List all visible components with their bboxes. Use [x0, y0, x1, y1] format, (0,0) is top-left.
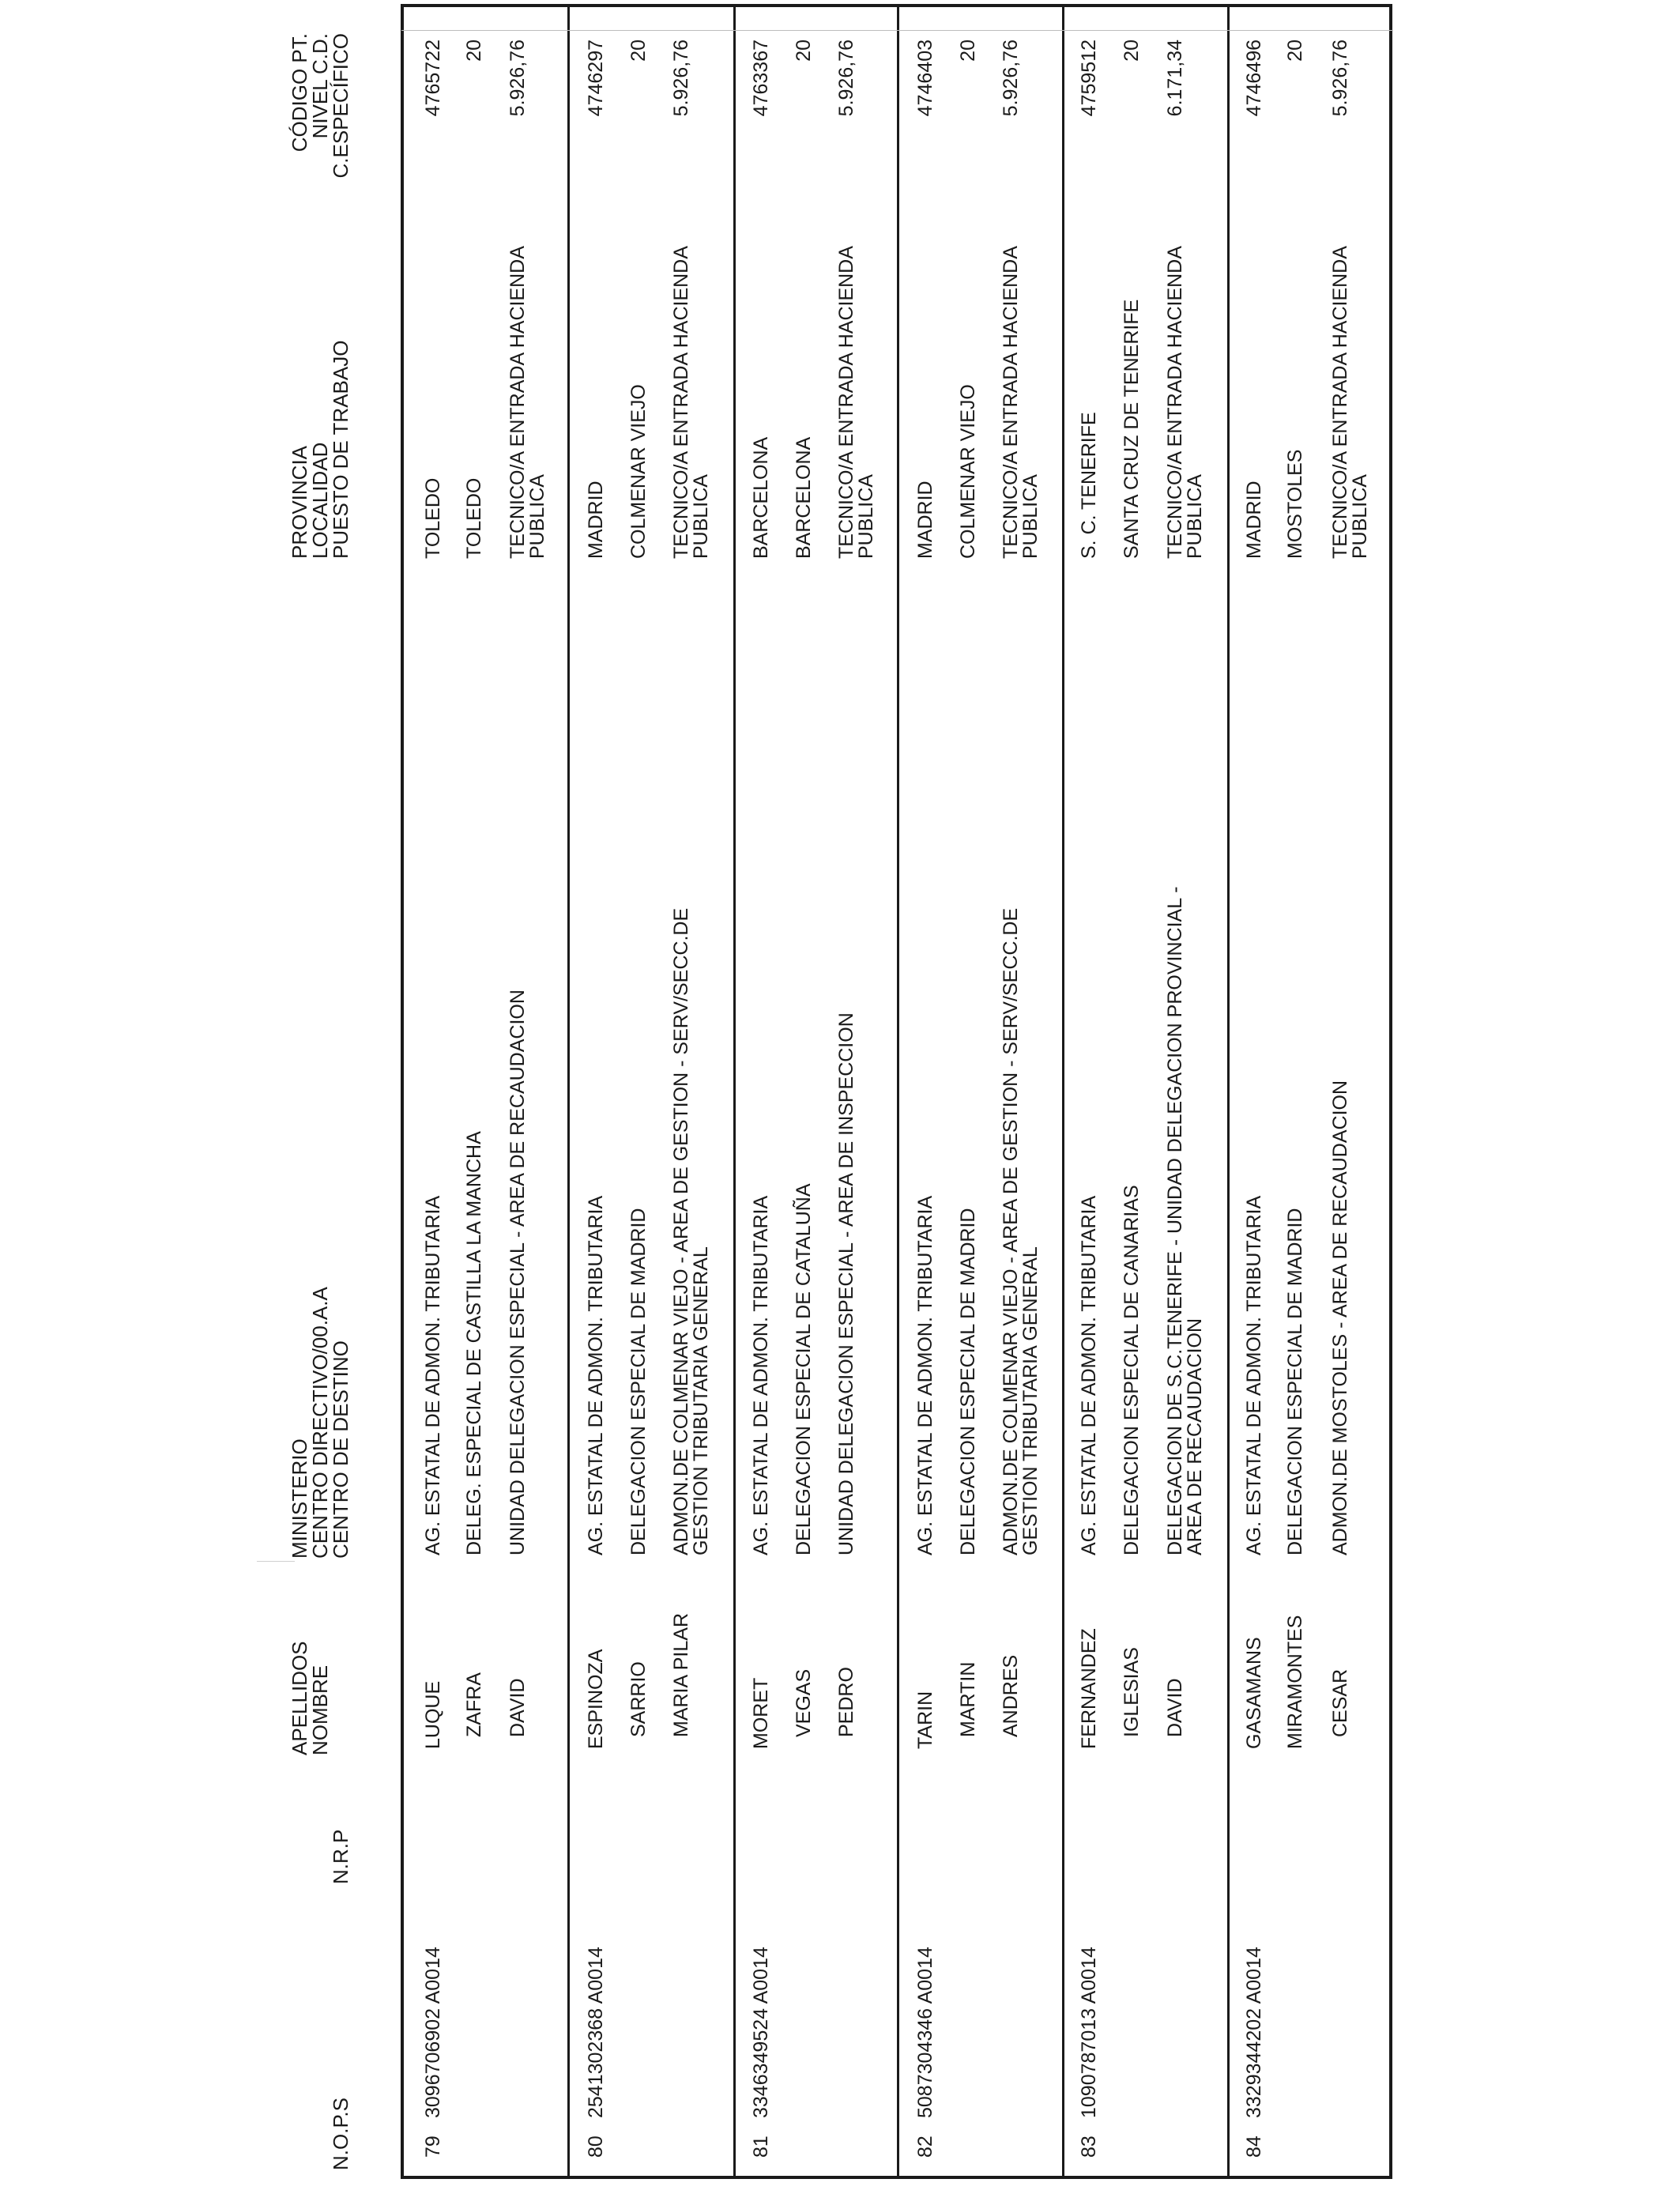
- row-nivel: 20: [1121, 40, 1143, 62]
- row-nrp: 2541302368 A0014: [585, 1947, 607, 2118]
- row-puesto: TECNICO/A ENTRADA HACIENDA: [1164, 246, 1186, 559]
- row-localidad: COLMENAR VIEJO: [627, 384, 650, 559]
- row-apellido1: LUQUE: [422, 1680, 444, 1749]
- row-nivel: 20: [463, 40, 485, 62]
- header-codigo: CÓDIGO PT.: [288, 33, 311, 153]
- row-localidad: COLMENAR VIEJO: [957, 384, 979, 559]
- row-localidad: BARCELONA: [793, 436, 815, 559]
- row-nombre: CESAR: [1329, 1668, 1351, 1737]
- row-apellido2: MIRAMONTES: [1284, 1615, 1306, 1749]
- row-codigo: 4765722: [422, 40, 444, 117]
- row-centro-destino: ADMON.DE COLMENAR VIEJO - AREA DE GESTION - SERV/SECC.DE: [670, 907, 692, 1555]
- row-apellido2: MARTIN: [957, 1661, 979, 1737]
- row-apellido2: ZAFRA: [463, 1672, 485, 1737]
- row-puesto-cont: PUBLICA: [855, 474, 877, 559]
- row-puesto-cont: PUBLICA: [1184, 474, 1206, 559]
- row-centro-destino-cont: GESTION TRIBUTARIA GENERAL: [690, 1246, 712, 1555]
- row-nrp: 5087304346 A0014: [914, 1947, 936, 2118]
- row-especifico: 6.171,34: [1164, 40, 1186, 117]
- row-localidad: SANTA CRUZ DE TENERIFE: [1121, 299, 1143, 559]
- row-separator: [1062, 4, 1064, 2179]
- row-codigo: 4759512: [1078, 40, 1100, 117]
- row-puesto-cont: PUBLICA: [526, 474, 548, 559]
- row-centro-directivo: DELEGACION ESPECIAL DE CANARIAS: [1121, 1185, 1143, 1555]
- header-apellidos: APELLIDOS: [288, 1641, 311, 1755]
- row-especifico: 5.926,76: [670, 40, 692, 117]
- row-nivel: 20: [793, 40, 815, 62]
- row-provincia: MADRID: [1243, 481, 1265, 559]
- row-nombre: MARIA PILAR: [670, 1613, 692, 1737]
- header-especifico: C.ESPECÍFICO: [329, 33, 352, 179]
- row-centro-destino: ADMON.DE COLMENAR VIEJO - AREA DE GESTION - SERV/SECC.DE: [1000, 907, 1022, 1555]
- row-provincia: MADRID: [585, 481, 607, 559]
- row-centro-directivo: DELEGACION ESPECIAL DE MADRID: [627, 1208, 650, 1555]
- row-puesto: TECNICO/A ENTRADA HACIENDA: [670, 246, 692, 559]
- row-codigo: 4746496: [1243, 40, 1265, 117]
- row-codigo: 4763367: [750, 40, 772, 117]
- header-centro-destino: CENTRO DE DESTINO: [329, 1340, 352, 1559]
- row-provincia: BARCELONA: [750, 436, 772, 559]
- header-nombre: NOMBRE: [308, 1664, 332, 1755]
- row-nops: 84: [1243, 2136, 1265, 2158]
- table-inner-edge: [401, 30, 1393, 31]
- row-ministerio: AG. ESTATAL DE ADMON. TRIBUTARIA: [914, 1195, 936, 1555]
- row-centro-destino: UNIDAD DELEGACION ESPECIAL - AREA DE INSPECCION: [835, 1012, 857, 1555]
- header-provincia: PROVINCIA: [288, 445, 311, 559]
- row-nops: 81: [750, 2136, 772, 2158]
- row-ministerio: AG. ESTATAL DE ADMON. TRIBUTARIA: [1078, 1195, 1100, 1555]
- row-apellido2: VEGAS: [793, 1668, 815, 1737]
- row-nombre: DAVID: [1164, 1678, 1186, 1737]
- row-nombre: PEDRO: [835, 1667, 857, 1737]
- row-centro-directivo: DELEGACION ESPECIAL DE MADRID: [957, 1208, 979, 1555]
- row-especifico: 5.926,76: [835, 40, 857, 117]
- row-especifico: 5.926,76: [1329, 40, 1351, 117]
- row-centro-directivo: DELEGACION ESPECIAL DE MADRID: [1284, 1208, 1306, 1555]
- row-nops: 82: [914, 2136, 936, 2158]
- row-ministerio: AG. ESTATAL DE ADMON. TRIBUTARIA: [1243, 1195, 1265, 1555]
- row-puesto: TECNICO/A ENTRADA HACIENDA: [507, 246, 529, 559]
- row-centro-destino-cont: GESTION TRIBUTARIA GENERAL: [1019, 1246, 1042, 1555]
- row-localidad: MOSTOLES: [1284, 449, 1306, 559]
- row-apellido1: MORET: [750, 1677, 772, 1749]
- row-nivel: 20: [627, 40, 650, 62]
- row-ministerio: AG. ESTATAL DE ADMON. TRIBUTARIA: [585, 1195, 607, 1555]
- row-nops: 80: [585, 2136, 607, 2158]
- row-puesto: TECNICO/A ENTRADA HACIENDA: [1000, 246, 1022, 559]
- row-provincia: MADRID: [914, 481, 936, 559]
- row-ministerio: AG. ESTATAL DE ADMON. TRIBUTARIA: [422, 1195, 444, 1555]
- row-nombre: ANDRES: [1000, 1654, 1022, 1737]
- row-centro-destino: ADMON.DE MOSTOLES - AREA DE RECAUDACION: [1329, 1080, 1351, 1555]
- header-nops: N.O.P.S: [329, 2097, 352, 2170]
- row-ministerio: AG. ESTATAL DE ADMON. TRIBUTARIA: [750, 1195, 772, 1555]
- row-especifico: 5.926,76: [507, 40, 529, 117]
- row-nops: 79: [422, 2136, 444, 2158]
- header-localidad: LOCALIDAD: [308, 442, 332, 559]
- row-provincia: TOLEDO: [422, 477, 444, 559]
- row-nivel: 20: [1284, 40, 1306, 62]
- row-puesto: TECNICO/A ENTRADA HACIENDA: [835, 246, 857, 559]
- row-nrp: 3346349524 A0014: [750, 1947, 772, 2118]
- header-ministerio: MINISTERIO: [288, 1438, 311, 1559]
- row-centro-directivo: DELEGACION ESPECIAL DE CATALUÑA: [793, 1183, 815, 1555]
- header-guide-line: [257, 1561, 295, 1562]
- row-provincia: S. C. TENERIFE: [1078, 412, 1100, 559]
- row-centro-destino-cont: AREA DE RECAUDACION: [1184, 1318, 1206, 1555]
- row-especifico: 5.926,76: [1000, 40, 1022, 117]
- row-nombre: DAVID: [507, 1678, 529, 1737]
- row-centro-destino: DELEGACION DE S.C.TENERIFE - UNIDAD DELEGACION PROVINCIAL -: [1164, 886, 1186, 1555]
- header-nrp: N.R.P: [329, 1829, 352, 1884]
- row-separator: [567, 4, 570, 2179]
- row-centro-destino: UNIDAD DELEGACION ESPECIAL - AREA DE RECAUDACION: [507, 990, 529, 1555]
- header-nivel: NIVEL C.D.: [308, 33, 332, 139]
- row-apellido1: FERNANDEZ: [1078, 1628, 1100, 1749]
- row-apellido2: IGLESIAS: [1121, 1647, 1143, 1737]
- row-nrp: 3329344202 A0014: [1243, 1947, 1265, 2118]
- row-apellido1: GASAMANS: [1243, 1637, 1265, 1749]
- row-puesto: TECNICO/A ENTRADA HACIENDA: [1329, 246, 1351, 559]
- row-nops: 83: [1078, 2136, 1100, 2158]
- row-separator: [1227, 4, 1230, 2179]
- header-centro-directivo: CENTRO DIRECTIVO/00.A.A: [308, 1287, 332, 1559]
- row-puesto-cont: PUBLICA: [690, 474, 712, 559]
- row-puesto-cont: PUBLICA: [1019, 474, 1042, 559]
- row-apellido1: TARIN: [914, 1691, 936, 1749]
- row-codigo: 4746297: [585, 40, 607, 117]
- row-apellido1: ESPINOZA: [585, 1649, 607, 1749]
- header-puesto: PUESTO DE TRABAJO: [329, 340, 352, 559]
- row-apellido2: SARRIO: [627, 1661, 650, 1737]
- row-puesto-cont: PUBLICA: [1349, 474, 1371, 559]
- row-codigo: 4746403: [914, 40, 936, 117]
- row-nrp: 3096706902 A0014: [422, 1947, 444, 2118]
- row-centro-directivo: DELEG. ESPECIAL DE CASTILLA LA MANCHA: [463, 1131, 485, 1555]
- row-separator: [897, 4, 899, 2179]
- row-localidad: TOLEDO: [463, 477, 485, 559]
- row-nivel: 20: [957, 40, 979, 62]
- row-nrp: 1090787013 A0014: [1078, 1947, 1100, 2118]
- row-separator: [733, 4, 736, 2179]
